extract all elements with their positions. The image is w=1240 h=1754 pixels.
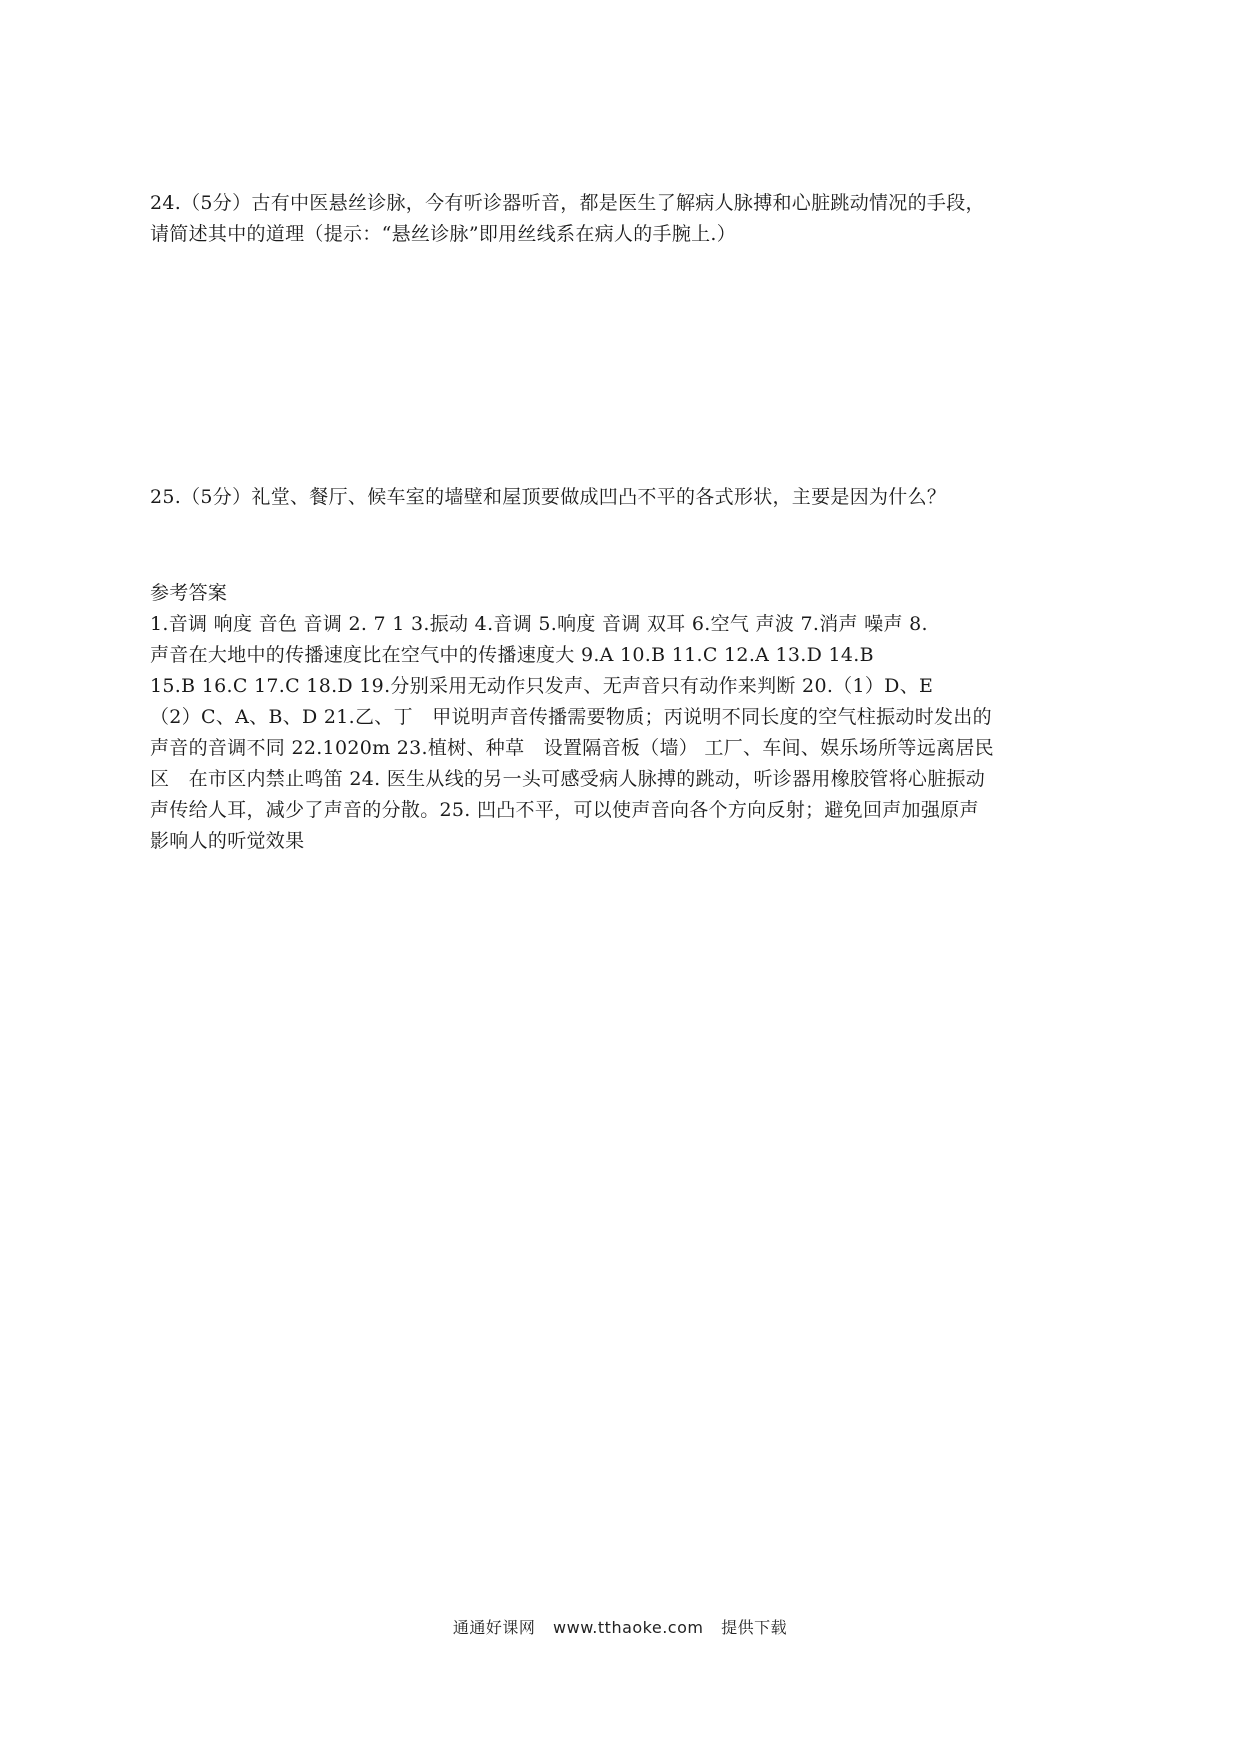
answer-line: 15.B 16.C 17.C 18.D 19.分别采用无动作只发声、无声音只有动作来判断 20.（1）D、E	[150, 675, 934, 697]
question-24-line-1: 24.（5分）古有中医悬丝诊脉，今有听诊器听音，都是医生了解病人脉搏和心脏跳动情况的手段，	[150, 192, 985, 214]
answer-key-heading: 参考答案	[150, 582, 228, 604]
answer-key	[150, 578, 1090, 857]
answer-line: 声音的音调不同 22.1020m 23.植树、种草 设置隔音板（墙） 工厂、车间、娱乐场所等远离居民	[150, 737, 994, 759]
footer-suffix: 提供下载	[721, 1618, 788, 1637]
page-footer	[0, 1615, 1240, 1638]
answer-line: 影响人的听觉效果	[150, 830, 305, 852]
answer-line: 声传给人耳，减少了声音的分散。25. 凹凸不平，可以使声音向各个方向反射；避免回声加强原声	[150, 799, 979, 821]
question-25-line-1: 25.（5分）礼堂、餐厅、候车室的墙壁和屋顶要做成凹凸不平的各式形状，主要是因为什么？	[150, 486, 947, 508]
footer-url: www.tthaoke.com	[553, 1618, 704, 1637]
question-24-line-2: 请简述其中的道理（提示：“悬丝诊脉”即用丝线系在病人的手腕上.）	[150, 223, 737, 245]
answer-line: （2）C、A、B、D 21.乙、丁 甲说明声音传播需要物质；丙说明不同长度的空气柱振动时发出的	[150, 706, 992, 728]
answer-line: 区 在市区内禁止鸣笛 24. 医生从线的另一头可感受病人脉搏的跳动，听诊器用橡胶管将心脏振动	[150, 768, 986, 790]
footer-site-name: 通通好课网	[452, 1618, 536, 1637]
question-25	[150, 482, 1090, 513]
question-24	[150, 188, 1090, 250]
answer-line: 1.音调 响度 音色 音调 2. 7 1 3.振动 4.音调 5.响度 音调 双耳 6.空气 声波 7.消声 噪声 8.	[150, 613, 928, 635]
answer-line: 声音在大地中的传播速度比在空气中的传播速度大 9.A 10.B 11.C 12.A 13.D 14.B	[150, 644, 874, 666]
